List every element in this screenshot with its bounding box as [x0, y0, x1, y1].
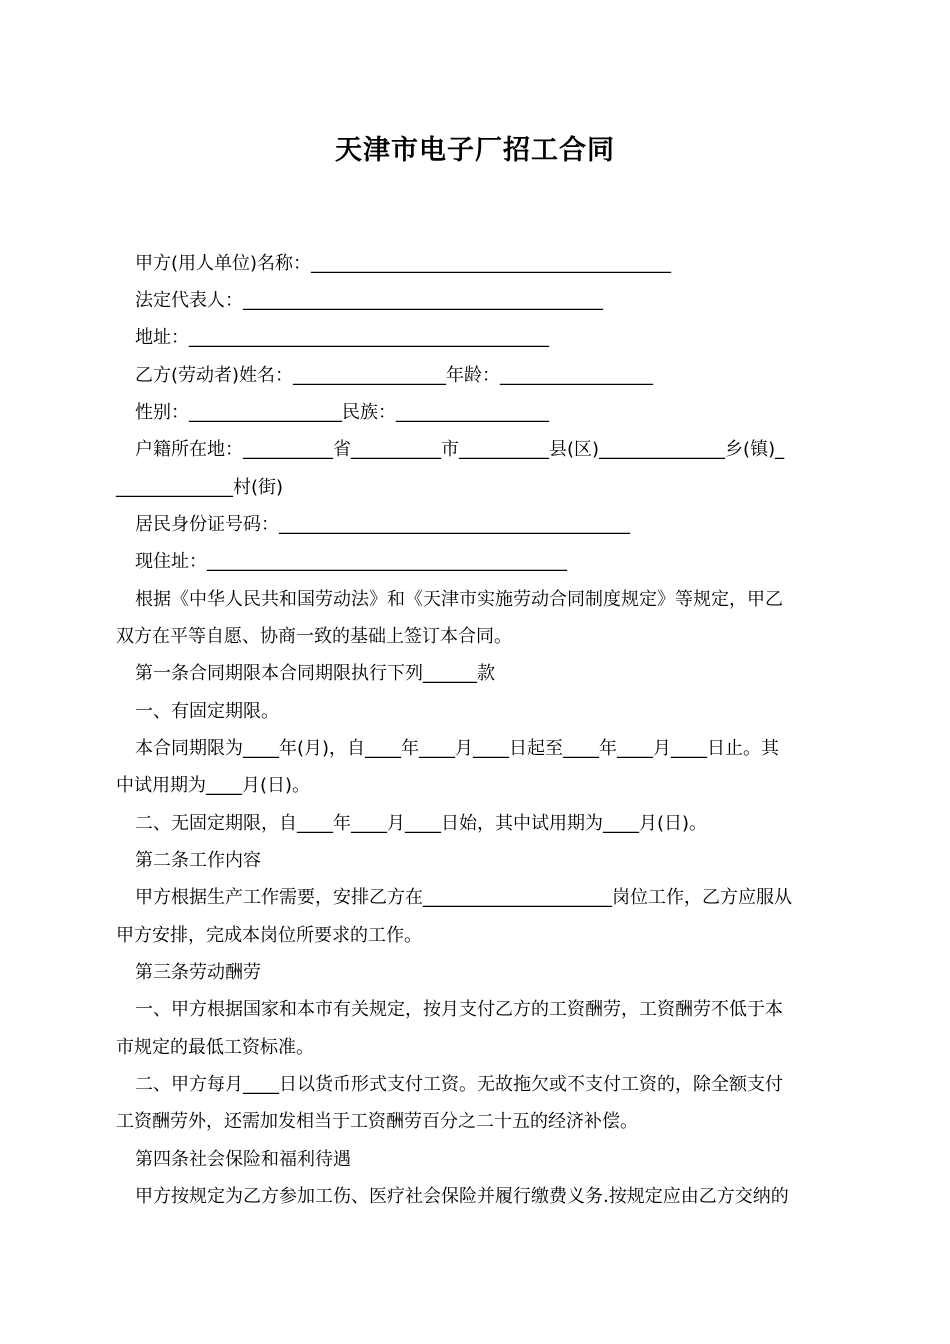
article-3-item-1: 一、甲方根据国家和本市有关规定，按月支付乙方的工资酬劳，工资酬劳不低于本 — [135, 999, 783, 1020]
preamble-line: 根据《中华人民共和国劳动法》和《天津市实施劳动合同制度规定》等规定，甲乙 — [135, 589, 783, 610]
article-1-item-2: 二、无固定期限，自____年____月____日始，其中试用期为____月(日)。 — [135, 813, 708, 834]
article-1-item-1: 一、有固定期限。 — [135, 701, 279, 722]
article-1-term-line-cont: 中试用期为____月(日)。 — [116, 775, 311, 796]
article-2-heading: 第二条工作内容 — [135, 850, 261, 871]
document-title: 天津市电子厂招工合同 — [335, 135, 615, 166]
legal-representative-line: 法定代表人：________________________________________ — [135, 290, 603, 311]
party-a-name-line: 甲方(用人单位)名称：________________________________________ — [135, 253, 672, 274]
article-3-item-2-cont: 工资酬劳外，还需加发相当于工资酬劳百分之二十五的经济补偿。 — [116, 1111, 638, 1132]
article-1-term-line: 本合同期限为____年(月)，自____年____月____日起至____年____月____日止。其 — [135, 738, 780, 759]
article-4-body: 甲方按规定为乙方参加工伤、医疗社会保险并履行缴费义务.按规定应由乙方交纳的 — [135, 1186, 789, 1207]
article-3-item-1-cont: 市规定的最低工资标准。 — [116, 1037, 314, 1058]
gender-ethnicity-line: 性别：_________________民族：_________________ — [135, 402, 549, 423]
address-line: 地址：________________________________________ — [135, 327, 549, 348]
household-registration-line-cont: _____________村(街) — [116, 477, 284, 498]
article-3-item-2: 二、甲方每月____日以货币形式支付工资。无故拖欠或不支付工资的，除全额支付 — [135, 1074, 783, 1095]
article-2-body-cont: 甲方安排，完成本岗位所要求的工作。 — [116, 925, 422, 946]
article-4-heading: 第四条社会保险和福利待遇 — [135, 1149, 351, 1170]
household-registration-line: 户籍所在地：__________省__________市__________县(区)______________乡(镇)_ — [135, 439, 785, 460]
current-address-line: 现住址：________________________________________ — [135, 551, 567, 572]
article-3-heading: 第三条劳动酬劳 — [135, 962, 261, 983]
article-2-body: 甲方根据生产工作需要，安排乙方在_____________________岗位工作，乙方应服从 — [135, 887, 792, 908]
party-b-name-age-line: 乙方(劳动者)姓名：_________________年龄：_________________ — [135, 365, 654, 386]
id-number-line: 居民身份证号码：_______________________________________ — [135, 514, 630, 535]
preamble-line-cont: 双方在平等自愿、协商一致的基础上签订本合同。 — [116, 626, 512, 647]
article-1-heading: 第一条合同期限本合同期限执行下列______款 — [135, 663, 495, 684]
